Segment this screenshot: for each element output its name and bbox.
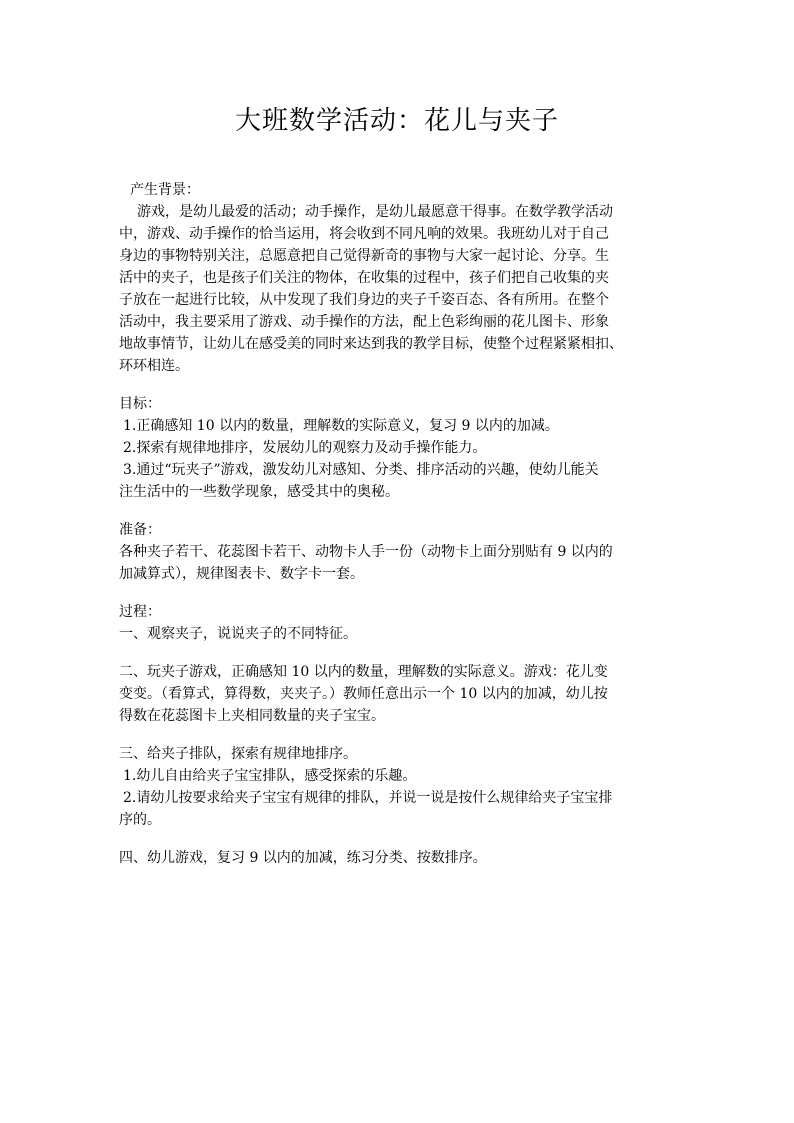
background-paragraph-line: 地故事情节，让幼儿在感受美的同时来达到我的教学目标，使整个过程紧紧相扣、 [119,336,623,352]
background-paragraph-line: 子放在一起进行比较，从中发现了我们身边的夹子千姿百态、各有所用。在整个 [119,292,609,308]
background-paragraph-line: 游戏，是幼儿最爱的活动；动手操作，是幼儿最愿意干得事。在数学教学活动 [137,204,613,220]
process-step-2-line: 二、玩夹子游戏，正确感知 10 以内的数量，理解数的实际意义。游戏：花儿变 [119,664,608,680]
process-step-3-item: 1.幼儿自由给夹子宝宝排队，感受探索的乐趣。 [123,768,417,784]
background-paragraph-line: 环环相连。 [119,358,189,374]
process-heading: 过程： [119,604,161,620]
goals-heading: 目标： [119,396,161,412]
background-paragraph-line: 活中的夹子，也是孩子们关注的物体，在收集的过程中，孩子们把自己收集的夹 [119,270,609,286]
section-spacer [119,645,677,661]
process-step-2-line: 变变。（看算式，算得数，夹夹子。）教师任意出示一个 10 以内的加减，幼儿按 [119,686,608,702]
background-heading: 产生背景： [130,182,200,198]
process-step-3-item-continuation: 序的。 [119,812,161,828]
section-spacer [119,585,677,601]
process-step-1: 一、观察夹子，说说夹子的不同特征。 [119,626,357,642]
background-paragraph-line: 活动中，我主要采用了游戏、动手操作的方法，配上色彩绚丽的花儿图卡、形象 [119,314,609,330]
prep-line: 加减算式），规律图表卡、数字卡一套。 [119,566,364,582]
section-spacer [119,727,677,743]
goal-item: 2.探索有规律地排序，发展幼儿的观察力及动手操作能力。 [123,440,487,456]
prep-line: 各种夹子若干、花蕊图卡若干、动物卡人手一份（动物卡上面分别贴有 9 以内的 [119,544,613,560]
page-title: 大班数学活动：花儿与夹子 [234,106,559,136]
background-paragraph-line: 身边的事物特别关注，总愿意把自己觉得新奇的事物与大家一起讨论、分享。生 [119,248,609,264]
section-spacer [119,831,677,847]
process-step-3-item: 2.请幼儿按要求给夹子宝宝有规律的排队，并说一说是按什么规律给夹子宝宝排 [123,790,613,806]
section-spacer [119,377,677,393]
goal-item: 1.正确感知 10 以内的数量，理解数的实际意义，复习 9 以内的加减。 [123,418,559,434]
document-body [119,179,677,869]
section-spacer [119,503,677,519]
process-step-2-line: 得数在花蕊图卡上夹相同数量的夹子宝宝。 [119,708,385,724]
prep-heading: 准备： [119,522,161,538]
process-step-4: 四、幼儿游戏，复习 9 以内的加减，练习分类、按数排序。 [119,850,487,866]
goal-item: 3.通过“玩夹子”游戏，激发幼儿对感知、分类、排序活动的兴趣，使幼儿能关 [123,462,599,478]
background-paragraph-line: 中，游戏、动手操作的恰当运用，将会收到不同凡响的效果。我班幼儿对于自己 [119,226,609,242]
process-step-3: 三、给夹子排队，探索有规律地排序。 [119,746,357,762]
goal-item-continuation: 注生活中的一些数学现象，感受其中的奥秘。 [119,484,399,500]
